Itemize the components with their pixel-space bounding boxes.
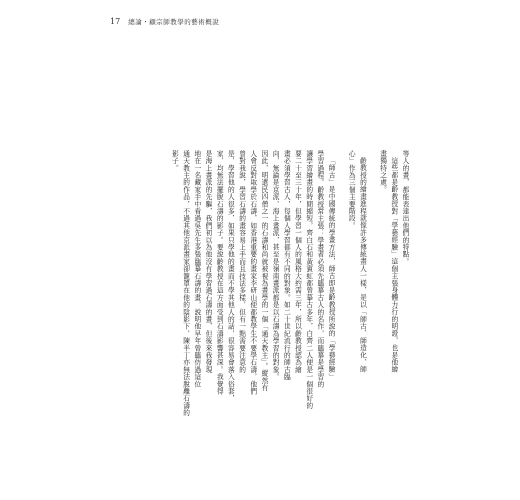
text-column: 向，無論是京派、海上畫派，甚至是嶺南畫派都是以石濤為學習的對象。 — [271, 150, 280, 381]
text-column: 這些都是齡教授對「學藝經驗」這個主張身體力行的明證，也是他繪 — [389, 157, 398, 373]
text-column: 通天教主的作品，不過其他京派畫家卻籠罩在他的陰影下，陳半丁亦無法脫離石濤的 — [181, 150, 190, 417]
text-column: 是海上畫派的先驅，我們初以為他沒有學習過石濤的畫，但後來我發現 — [204, 150, 212, 374]
paragraph-gap — [334, 150, 343, 460]
text-column: 「師古」是中國傳統的學畫方法，師古即是齡教授所說的「學藝經驗」 — [327, 157, 336, 381]
page-number: 17 — [110, 17, 121, 26]
text-column: 影子。 — [170, 150, 179, 172]
text-column: 畫必須學習古人，每個人學習都有不同的對象。如二十世紀流行的師古臨 — [282, 150, 291, 381]
text-column: 要二十至三十年，但學習一個人的風格大約需三年，所以齡教授認為繪 — [293, 150, 302, 374]
page-header — [110, 17, 219, 26]
vertical-text-body — [118, 150, 408, 460]
paragraph-gap — [365, 150, 374, 460]
text-column: 是，學習他的人很多，如果只學他的畫而不學其他人的話，很容易會落入俗套， — [226, 150, 235, 402]
running-title: 總論・顧宗師教學的藝術概說 — [128, 18, 220, 26]
text-column: 家，均無法擺脫石濤的影子。要說齡教授在這方面受到石濤影響甚深。我覺得 — [215, 150, 224, 395]
text-column: 曾對我說，學習石濤的畫容易上手而且技法多樣，但有一點需要注意的 — [237, 150, 246, 374]
text-column: 讓學習繪畫的時間縮短，齊白石和黃賓虹都曾摹古多年，白齊二人便是一個很好的 — [304, 150, 313, 410]
text-column: 學習過程。齡教授常主張：學畫者必須先臨摹古人的名作，而臨摹是學習的 — [315, 150, 324, 388]
text-column: 心」作為三個主要階段。 — [347, 150, 356, 230]
text-column: 畫獨特之處。 — [378, 150, 387, 194]
text-column: 齡教授的繪畫進程就像許多傳統畫人一樣，是以「師古、師造化、師 — [358, 157, 367, 373]
text-column: 因此，明遺民四僧之一的石濤和尚就被視為畫學的一個「通天教主」。縱然有 — [259, 150, 268, 392]
text-column: 等人的畫，都能表達出他們的特點。 — [401, 150, 409, 266]
text-column: 地在一名藏家手中看過吳先生多張臨摹石濤的畫，說明他早年曾臨仿過這位 — [192, 150, 201, 388]
text-column: 人會反對取學於石濤，如香港重要的畫家李研山便都教學生不要學石濤，他們 — [248, 150, 257, 395]
